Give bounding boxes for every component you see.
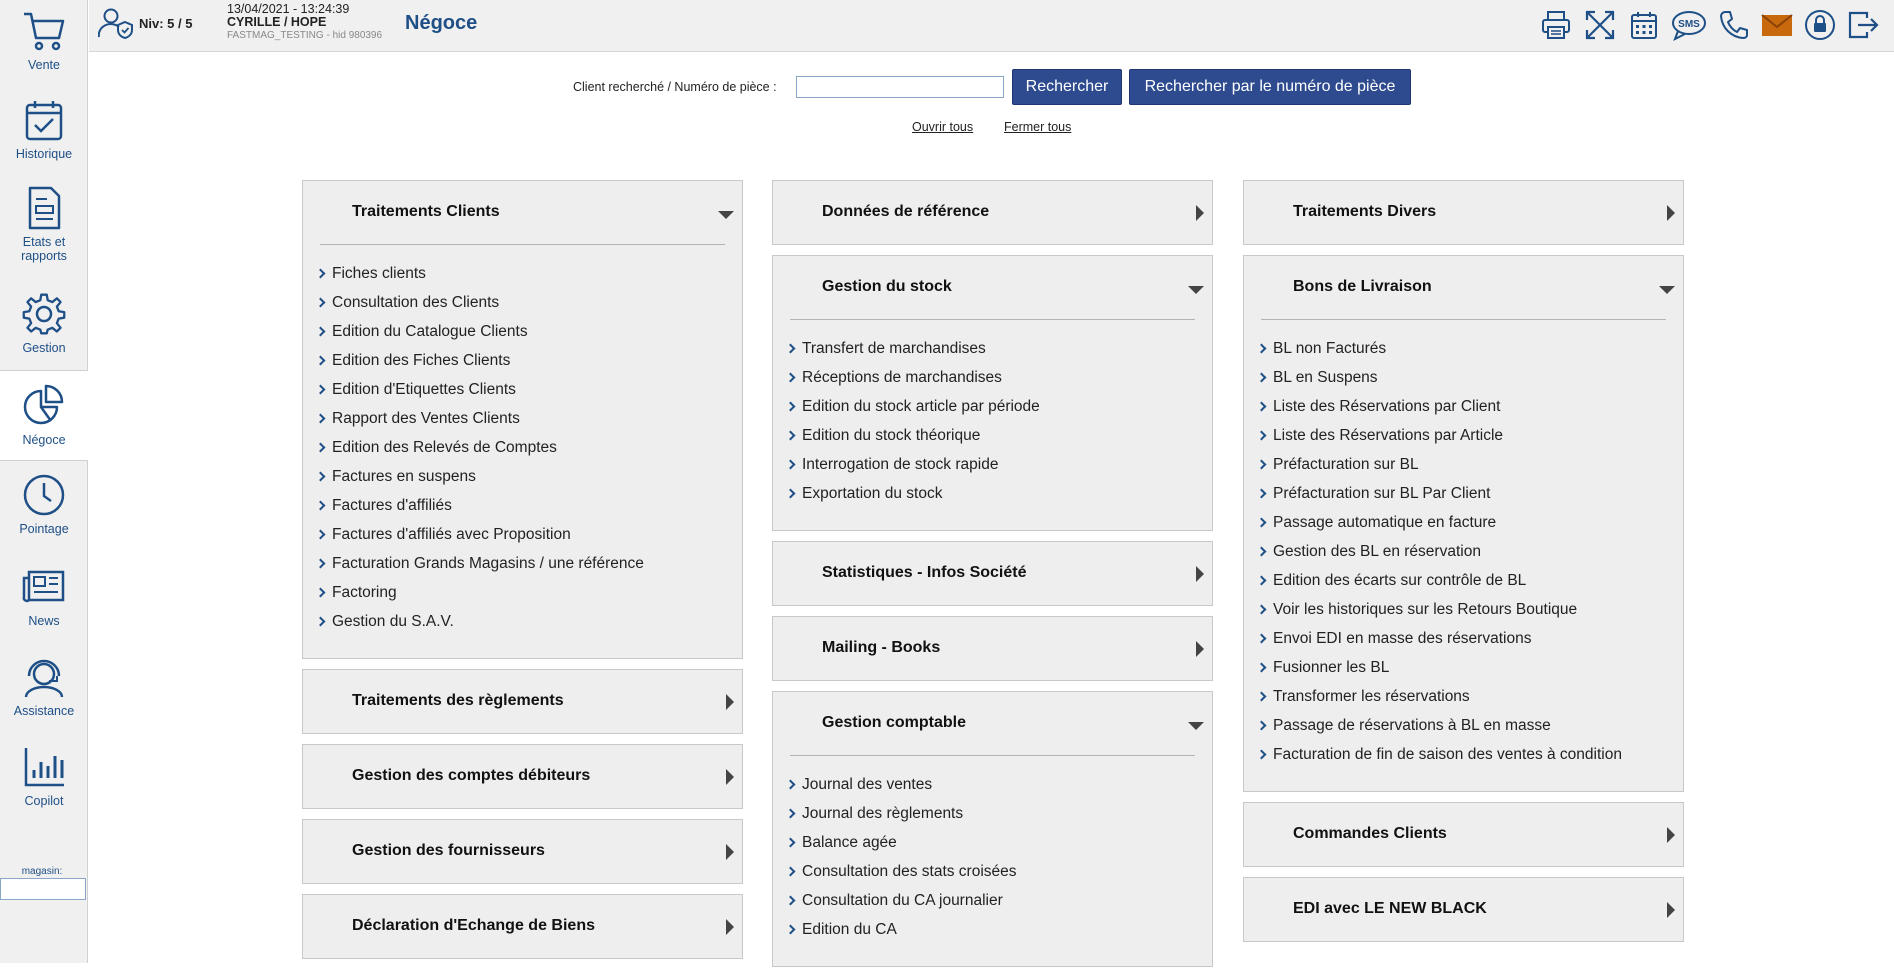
- panel-header[interactable]: [773, 256, 1212, 319]
- caret-right-icon[interactable]: [1196, 205, 1204, 221]
- panel-title: Gestion des fournisseurs: [352, 842, 545, 859]
- caret-right-icon[interactable]: [1667, 205, 1675, 221]
- session-environment: FASTMAG_TESTING - hid 980396: [227, 30, 383, 41]
- menu-panel: [302, 894, 743, 959]
- panel-title: Traitements Divers: [1293, 203, 1437, 220]
- headset-icon: [21, 654, 67, 700]
- panel-title: Déclaration d'Echange de Biens: [352, 917, 595, 934]
- sidebar: [0, 0, 88, 963]
- printer-icon[interactable]: [1540, 9, 1572, 41]
- menu-item[interactable]: Liste des Réservations par Article: [1244, 421, 1683, 450]
- lock-icon[interactable]: [1804, 9, 1836, 41]
- menu-panel: [1243, 255, 1684, 792]
- panel-title: EDI avec LE NEW BLACK: [1293, 900, 1487, 917]
- search-label: Client recherché / Numéro de pièce :: [573, 80, 777, 94]
- sidebar-item-label: Gestion: [22, 341, 66, 355]
- menu-item[interactable]: Gestion du S.A.V.: [303, 607, 742, 636]
- calendar-icon[interactable]: [1628, 9, 1660, 41]
- magasin-label: magasin:: [21, 866, 63, 877]
- cart-icon: [21, 8, 67, 54]
- panel-column-left: [302, 180, 743, 969]
- panel-header[interactable]: [773, 542, 1212, 605]
- panel-item-list: [303, 245, 742, 658]
- sidebar-item-vente[interactable]: [0, 0, 88, 90]
- sidebar-item-label: Pointage: [19, 522, 69, 536]
- bar-chart-icon: [21, 744, 67, 790]
- menu-item[interactable]: Réceptions de marchandises: [773, 363, 1212, 392]
- menu-item[interactable]: Edition des écarts sur contrôle de BL: [1244, 566, 1683, 595]
- panel-column-middle: [772, 180, 1213, 977]
- sidebar-item-news[interactable]: [0, 560, 88, 650]
- menu-item[interactable]: Journal des ventes: [773, 770, 1212, 799]
- menu-item[interactable]: Edition des Relevés de Comptes: [303, 433, 742, 462]
- menu-item[interactable]: Exportation du stock: [773, 479, 1212, 508]
- caret-right-icon[interactable]: [1667, 902, 1675, 918]
- menu-item[interactable]: Edition du Catalogue Clients: [303, 317, 742, 346]
- menu-item[interactable]: Edition d'Etiquettes Clients: [303, 375, 742, 404]
- sidebar-item-pointage[interactable]: [0, 468, 88, 558]
- menu-item[interactable]: Factures d'affiliés: [303, 491, 742, 520]
- report-icon: [21, 185, 67, 231]
- magasin-input[interactable]: [0, 878, 86, 900]
- gear-icon: [21, 291, 67, 337]
- menu-item[interactable]: Consultation du CA journalier: [773, 886, 1212, 915]
- panel-item-list: [773, 756, 1212, 966]
- mail-icon[interactable]: [1760, 9, 1794, 41]
- menu-item[interactable]: Voir les historiques sur les Retours Boutique: [1244, 595, 1683, 624]
- menu-panel: [772, 691, 1213, 967]
- menu-item[interactable]: BL non Facturés: [1244, 334, 1683, 363]
- menu-item[interactable]: Factures en suspens: [303, 462, 742, 491]
- sidebar-item-etats-et-rapports[interactable]: [0, 182, 88, 274]
- panel-column-right: [1243, 180, 1684, 952]
- caret-right-icon[interactable]: [726, 844, 734, 860]
- menu-panel: [772, 541, 1213, 606]
- menu-item[interactable]: BL en Suspens: [1244, 363, 1683, 392]
- logout-icon[interactable]: [1847, 9, 1881, 41]
- menu-panel: [302, 180, 743, 659]
- menu-panel: [302, 819, 743, 884]
- sidebar-item-gestion[interactable]: [0, 282, 88, 372]
- menu-item[interactable]: Passage automatique en facture: [1244, 508, 1683, 537]
- user-shield-icon: [98, 7, 134, 39]
- panel-header[interactable]: [1244, 878, 1683, 941]
- search-by-number-button[interactable]: Rechercher par le numéro de pièce: [1129, 69, 1411, 105]
- menu-item[interactable]: Facturation Grands Magasins / une référence: [303, 549, 742, 578]
- search-button[interactable]: Rechercher: [1012, 69, 1122, 105]
- panel-header[interactable]: [303, 670, 742, 733]
- panel-title: Gestion du stock: [822, 278, 952, 295]
- caret-right-icon[interactable]: [726, 919, 734, 935]
- menu-item[interactable]: Edition du stock article par période: [773, 392, 1212, 421]
- sidebar-item-label: Vente: [28, 58, 60, 72]
- panel-title: Données de référence: [822, 203, 990, 220]
- panel-title: Gestion comptable: [822, 714, 967, 731]
- sidebar-item-label: Copilot: [24, 794, 64, 808]
- sidebar-item-assistance[interactable]: [0, 650, 88, 740]
- menu-panel: [302, 669, 743, 734]
- menu-item[interactable]: Transfert de marchandises: [773, 334, 1212, 363]
- panel-header[interactable]: [303, 745, 742, 808]
- user-level: Niv: 5 / 5: [139, 16, 193, 31]
- menu-item[interactable]: Consultation des stats croisées: [773, 857, 1212, 886]
- top-bar: [89, 0, 1894, 52]
- caret-down-icon[interactable]: [1188, 286, 1204, 294]
- sidebar-item-label: Etats et rapports: [21, 235, 67, 263]
- menu-item[interactable]: Envoi EDI en masse des réservations: [1244, 624, 1683, 653]
- menu-item[interactable]: Liste des Réservations par Client: [1244, 392, 1683, 421]
- page-title: Négoce: [405, 12, 478, 34]
- panel-title: Mailing - Books: [822, 639, 941, 656]
- sidebar-item-label: Assistance: [13, 704, 75, 718]
- session-user: CYRILLE / HOPE: [227, 15, 327, 29]
- panel-item-list: [1244, 320, 1683, 791]
- panel-title: Traitements des règlements: [352, 692, 564, 709]
- menu-item[interactable]: Préfacturation sur BL: [1244, 450, 1683, 479]
- close-all-link[interactable]: Fermer tous: [1004, 120, 1072, 134]
- panel-header[interactable]: [303, 895, 742, 958]
- search-input[interactable]: [796, 76, 1004, 98]
- menu-panel: [772, 180, 1213, 245]
- caret-down-icon[interactable]: [718, 211, 734, 219]
- panel-header[interactable]: [303, 181, 742, 244]
- calendar-check-icon: [21, 97, 67, 143]
- panel-title: Bons de Livraison: [1293, 278, 1432, 295]
- pie-chart-icon: [21, 383, 67, 429]
- menu-panel: [302, 744, 743, 809]
- menu-item[interactable]: Passage de réservations à BL en masse: [1244, 711, 1683, 740]
- clock-icon: [21, 472, 67, 518]
- menu-panel: [1243, 180, 1684, 245]
- panel-title: Traitements Clients: [352, 203, 500, 220]
- panel-header[interactable]: [1244, 803, 1683, 866]
- caret-down-icon[interactable]: [1659, 286, 1675, 294]
- panel-header[interactable]: [773, 692, 1212, 755]
- panel-header[interactable]: [303, 820, 742, 883]
- menu-panel: [1243, 802, 1684, 867]
- phone-icon[interactable]: [1718, 9, 1750, 41]
- menu-panel: [1243, 877, 1684, 942]
- menu-item[interactable]: Edition des Fiches Clients: [303, 346, 742, 375]
- svg-text:SMS: SMS: [1678, 19, 1700, 30]
- caret-right-icon[interactable]: [726, 769, 734, 785]
- session-info: [227, 3, 382, 42]
- caret-right-icon[interactable]: [726, 694, 734, 710]
- menu-item[interactable]: Factures d'affiliés avec Proposition: [303, 520, 742, 549]
- menu-item[interactable]: Facturation de fin de saison des ventes à condition: [1244, 740, 1683, 769]
- panel-title: Statistiques - Infos Société: [822, 564, 1027, 581]
- menu-item[interactable]: Edition du CA: [773, 915, 1212, 944]
- panel-header[interactable]: [1244, 256, 1683, 319]
- panel-header[interactable]: [773, 617, 1212, 680]
- sidebar-item-label: Historique: [15, 147, 73, 161]
- caret-right-icon[interactable]: [1196, 641, 1204, 657]
- open-all-link[interactable]: Ouvrir tous: [912, 120, 974, 134]
- caret-right-icon[interactable]: [1667, 827, 1675, 843]
- session-datetime: 13/04/2021 - 13:24:39: [227, 2, 350, 16]
- panel-header[interactable]: [773, 181, 1212, 244]
- menu-item[interactable]: Rapport des Ventes Clients: [303, 404, 742, 433]
- menu-item[interactable]: Transformer les réservations: [1244, 682, 1683, 711]
- panel-title: Commandes Clients: [1293, 825, 1447, 842]
- menu-item[interactable]: Fiches clients: [303, 259, 742, 288]
- sidebar-item-historique[interactable]: [0, 92, 88, 182]
- caret-down-icon[interactable]: [1188, 722, 1204, 730]
- caret-right-icon[interactable]: [1196, 566, 1204, 582]
- menu-item[interactable]: Interrogation de stock rapide: [773, 450, 1212, 479]
- panel-item-list: [773, 320, 1212, 530]
- panel-title: Gestion des comptes débiteurs: [352, 767, 591, 784]
- sidebar-item-negoce[interactable]: [0, 370, 88, 461]
- sidebar-item-label: Négoce: [22, 433, 66, 447]
- sidebar-item-copilot[interactable]: [0, 740, 88, 830]
- fullscreen-icon[interactable]: [1584, 9, 1616, 41]
- menu-item[interactable]: Balance agée: [773, 828, 1212, 857]
- menu-item[interactable]: Gestion des BL en réservation: [1244, 537, 1683, 566]
- menu-item[interactable]: Consultation des Clients: [303, 288, 742, 317]
- sms-icon[interactable]: [1671, 9, 1707, 41]
- menu-panel: [772, 255, 1213, 531]
- menu-panel: [772, 616, 1213, 681]
- newspaper-icon: [21, 564, 67, 610]
- sidebar-item-label: News: [28, 614, 60, 628]
- menu-item[interactable]: Fusionner les BL: [1244, 653, 1683, 682]
- menu-item[interactable]: Journal des règlements: [773, 799, 1212, 828]
- menu-item[interactable]: Préfacturation sur BL Par Client: [1244, 479, 1683, 508]
- panel-header[interactable]: [1244, 181, 1683, 244]
- menu-item[interactable]: Factoring: [303, 578, 742, 607]
- menu-item[interactable]: Edition du stock théorique: [773, 421, 1212, 450]
